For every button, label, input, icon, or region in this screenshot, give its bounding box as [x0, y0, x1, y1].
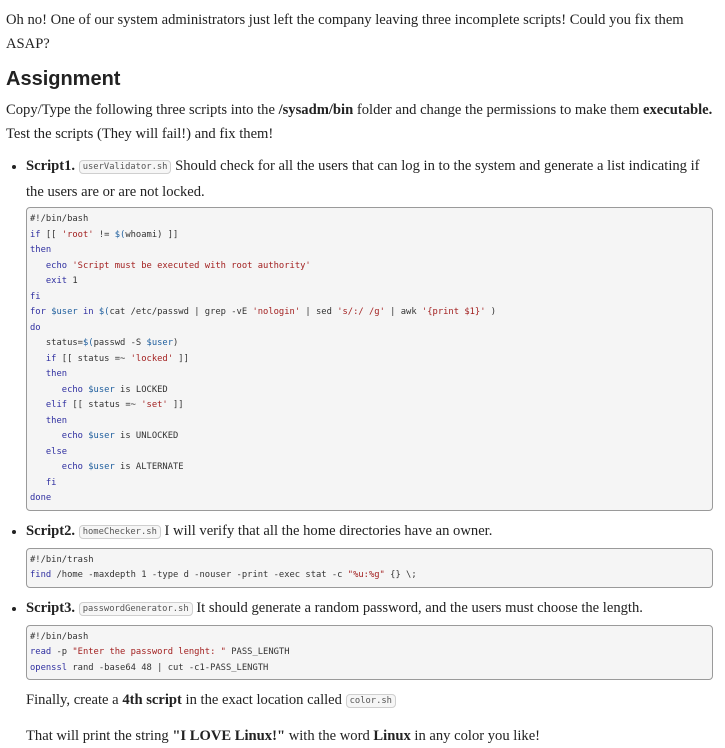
code-line: if [[ status =~ 'locked' ]]: [45, 353, 189, 364]
linux-word: Linux: [373, 728, 411, 744]
script-label: Script2.: [26, 522, 76, 539]
code-line: for $user in $(cat /etc/passwd | grep -vE 'nologin' | sed 's/:/ /g' | awk '{print $1}' ): [30, 307, 497, 317]
code-line: do: [30, 322, 41, 333]
closing-text-2: with the word: [285, 728, 374, 744]
code-line: then: [30, 245, 52, 255]
love-linux-string: "I LOVE Linux!": [172, 728, 286, 744]
code-line: find /home -maxdepth 1 -type d -nouser -print -exec stat -c "%u:%g" {} \;: [30, 570, 417, 580]
script-item-2: [26, 519, 713, 588]
closing-text-3: in any color you like!: [410, 728, 541, 744]
code-block[interactable]: [26, 548, 713, 588]
code-line: then: [45, 369, 68, 379]
script-label: Script3.: [26, 599, 76, 616]
code-line: status=$(passwd -S $user): [30, 338, 179, 348]
assignment-heading: Assignment: [6, 68, 121, 90]
intro-paragraph: Oh no! One of our system administrators just left the company leaving three incomplete scripts! Could you fix them ASAP?: [6, 12, 684, 52]
finally-text-2: in the exact location called: [181, 692, 346, 708]
closing-text-1: That will print the string: [26, 728, 173, 744]
code-line: fi: [45, 477, 57, 488]
code-line: echo $user is LOCKED: [61, 384, 168, 395]
code-line: fi: [30, 291, 41, 302]
folder-path: /sysadm/bin: [278, 102, 354, 118]
script-filename: homeChecker.sh: [79, 525, 161, 539]
code-block[interactable]: [26, 207, 713, 511]
code-line: elif [[ status =~ 'set' ]]: [45, 400, 184, 410]
assignment-text-2: folder and change the permissions to make them: [353, 102, 643, 118]
script-label: Script1.: [26, 158, 76, 174]
code-line: exit 1: [45, 276, 78, 286]
code-line: openssl rand -base64 48 | cut -c1-PASS_LENGTH: [30, 662, 269, 673]
code-line: #!/bin/bash: [30, 631, 89, 642]
assignment-text-3: Test the scripts (They will fail!) and fix them!: [6, 126, 274, 142]
code-line: read -p "Enter the password lenght: " PASS_LENGTH: [30, 647, 290, 657]
code-line: echo 'Script must be executed with root authority': [45, 260, 311, 271]
closing-paragraph: [26, 724, 713, 748]
script-description: It should generate a random password, and the users must choose the length.: [196, 599, 643, 616]
executable-word: executable.: [642, 102, 713, 118]
script-description: Should check for all the users that can log in to the system and generate a list indicating if the users are or are not locked.: [26, 158, 700, 200]
finally-text-1: Finally, create a: [26, 692, 123, 708]
assignment-text-1: Copy/Type the following three scripts into the: [6, 102, 279, 118]
finally-paragraph: [26, 688, 713, 714]
color-filename: color.sh: [346, 694, 396, 708]
code-line: #!/bin/trash: [30, 554, 94, 565]
fourth-script-label: 4th script: [122, 692, 182, 708]
code-line: else: [45, 446, 68, 457]
code-line: done: [30, 493, 52, 503]
code-block[interactable]: [26, 625, 713, 681]
code-line: #!/bin/bash: [30, 214, 89, 224]
script-description: I will verify that all the home directories have an owner.: [164, 522, 493, 539]
script-filename: userValidator.sh: [79, 160, 172, 174]
code-line: echo $user is ALTERNATE: [61, 462, 184, 472]
code-line: if [[ 'root' != $(whoami) ]]: [30, 229, 179, 240]
code-line: then: [45, 415, 68, 426]
script-item-1: [26, 154, 713, 511]
script-item-3: [26, 596, 713, 681]
script-list: [6, 154, 713, 680]
script-filename: passwordGenerator.sh: [79, 602, 193, 616]
code-line: echo $user is UNLOCKED: [61, 431, 179, 441]
assignment-paragraph: [6, 98, 713, 146]
